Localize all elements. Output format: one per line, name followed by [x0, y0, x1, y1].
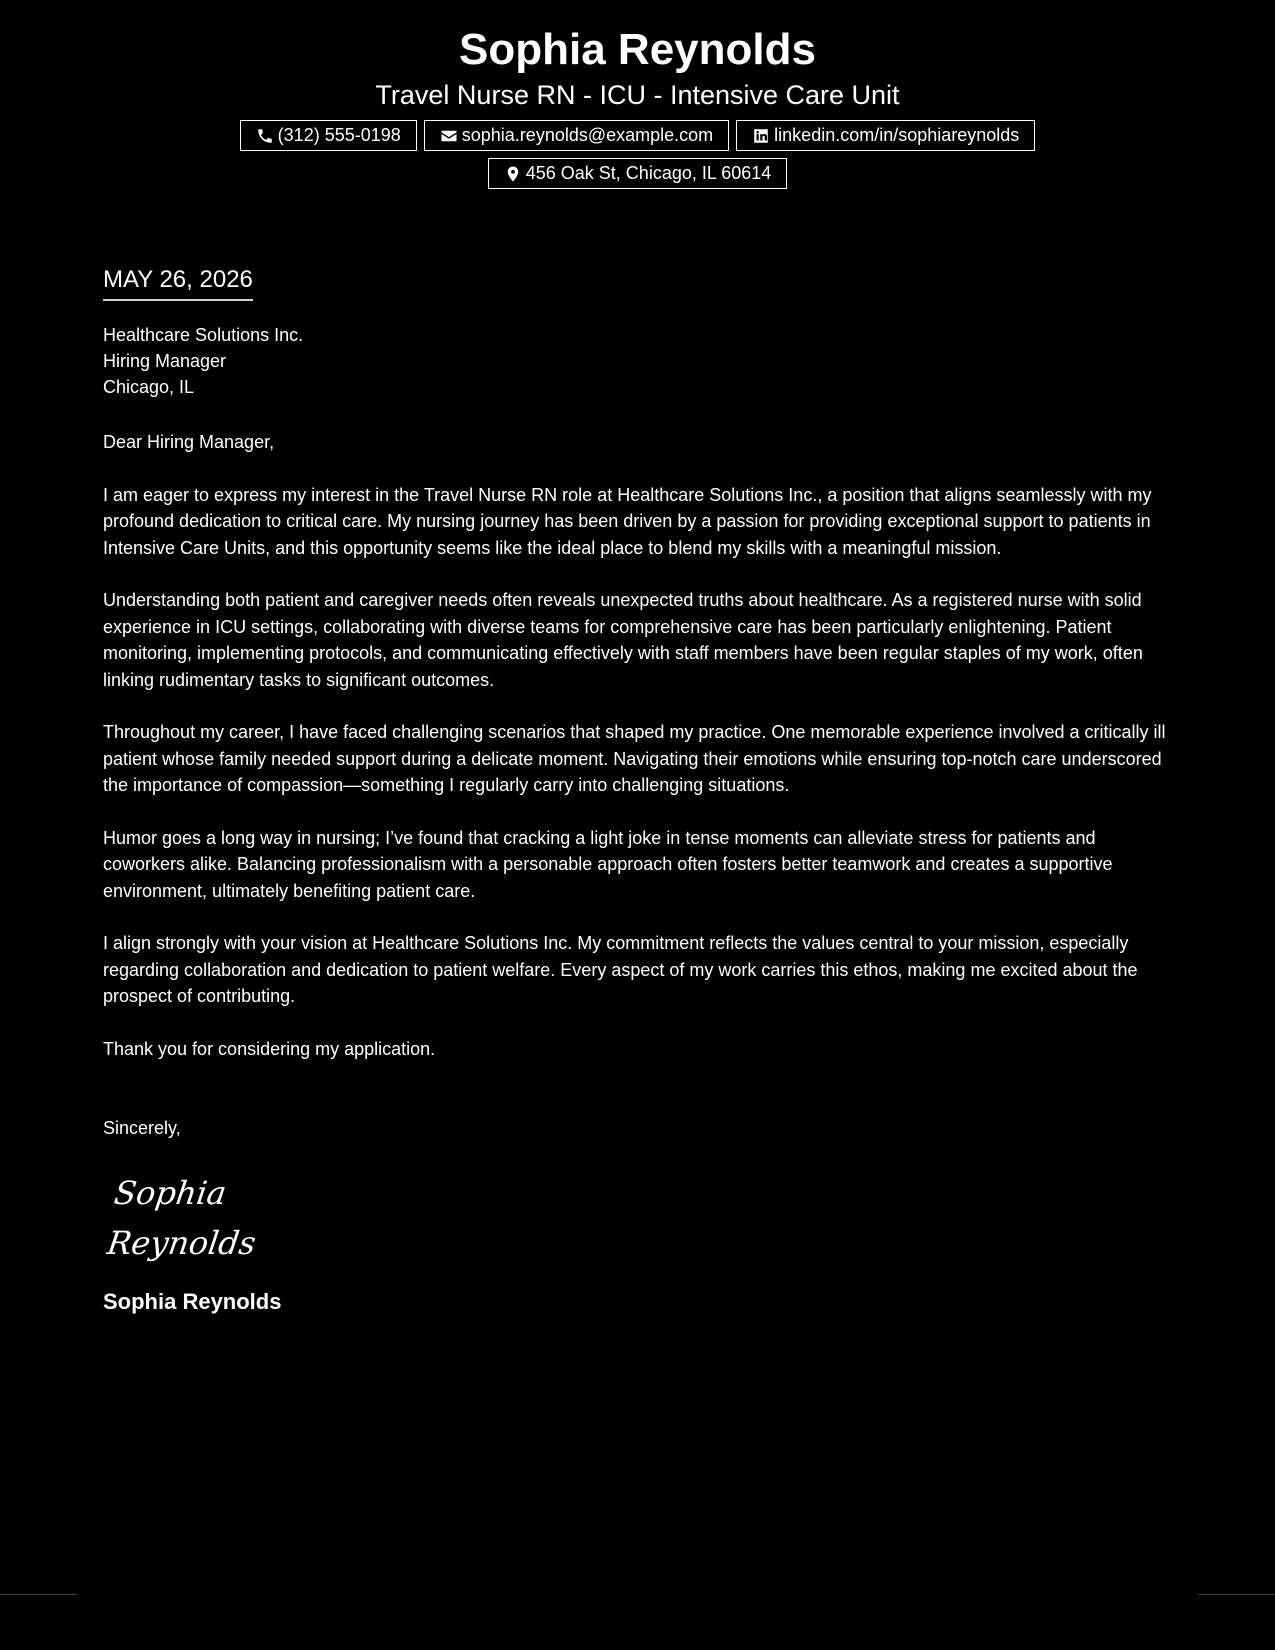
applicant-title: Travel Nurse RN - ICU - Intensive Care Unit	[375, 80, 900, 110]
body-paragraph: I am eager to express my interest in the Travel Nurse RN role at Healthcare Solutions Inc., a position that aligns seamlessly with my profound dedication to critical care. My nursing journey has been driven by a passion for providing exceptional support to patients in Intensive Care Units, and this opportunity seems like the ideal place to blend my skills with a meaningful mission.	[103, 484, 1152, 558]
footer-rule-left	[0, 1594, 77, 1595]
address-text: 456 Oak St, Chicago, IL 60614	[525, 163, 772, 183]
handwritten-signature: Sophia Reynolds	[104, 1173, 259, 1262]
letter-header	[0, 22, 1275, 196]
recipient-location: Chicago, IL	[103, 377, 195, 397]
recipient-block	[103, 322, 1173, 400]
address-contact[interactable]	[488, 158, 788, 189]
recipient-role: Hiring Manager	[103, 351, 227, 371]
linkedin-contact[interactable]	[736, 120, 1035, 151]
salutation: Dear Hiring Manager,	[103, 432, 275, 452]
letter-body	[103, 265, 1173, 1316]
address-row	[0, 158, 1275, 189]
email-contact[interactable]	[424, 120, 729, 151]
footer-rule-right	[1198, 1594, 1275, 1595]
map-marker-icon	[504, 165, 522, 183]
closing: Sincerely,	[103, 1118, 181, 1138]
recipient-company: Healthcare Solutions Inc.	[103, 325, 304, 345]
body-paragraph: Understanding both patient and caregiver needs often reveals unexpected truths about healthcare. As a registered nurse with solid experience in ICU settings, collaborating with diverse teams for comprehensive care has been particularly enlightening. Patient monitoring, implementing protocols, and communicating effectively with staff members have been regular staples of my work, often linking rudimentary tasks to significant outcomes.	[103, 590, 1143, 690]
body-paragraph: Humor goes a long way in nursing; I’ve found that cracking a light joke in tense moments can alleviate stress for patients and coworkers alike. Balancing professionalism with a personable approach often fosters better teamwork and creates a supportive environment, ultimately benefiting patient care.	[103, 827, 1113, 901]
email-text: sophia.reynolds@example.com	[461, 125, 714, 145]
contact-row	[0, 120, 1275, 151]
linkedin-text: linkedin.com/in/sophiareynolds	[774, 125, 1020, 145]
applicant-name: Sophia Reynolds	[459, 25, 816, 74]
envelope-icon	[440, 127, 458, 145]
body-paragraph: Thank you for considering my application.	[103, 1038, 436, 1059]
phone-text: (312) 555-0198	[277, 125, 401, 145]
body-paragraph: I align strongly with your vision at Healthcare Solutions Inc. My commitment reflects the values central to your mission, especially regarding collaboration and dedication to patient welfare. Every aspect of my work carries this ethos, making me excited about the prospect of contributing.	[103, 933, 1138, 1006]
phone-contact[interactable]	[240, 120, 417, 151]
body-paragraph: Throughout my career, I have faced challenging scenarios that shaped my practice. One memorable experience involved a critically ill patient whose family needed support during a delicate moment. Navigating their emotions while ensuring top-notch care underscored the importance of compassion—something I regularly carry into challenging situations.	[103, 722, 1166, 795]
phone-icon	[256, 127, 274, 145]
letter-date: MAY 26, 2026	[103, 265, 253, 301]
signed-name: Sophia Reynolds	[103, 1288, 282, 1314]
linkedin-icon	[752, 127, 770, 145]
